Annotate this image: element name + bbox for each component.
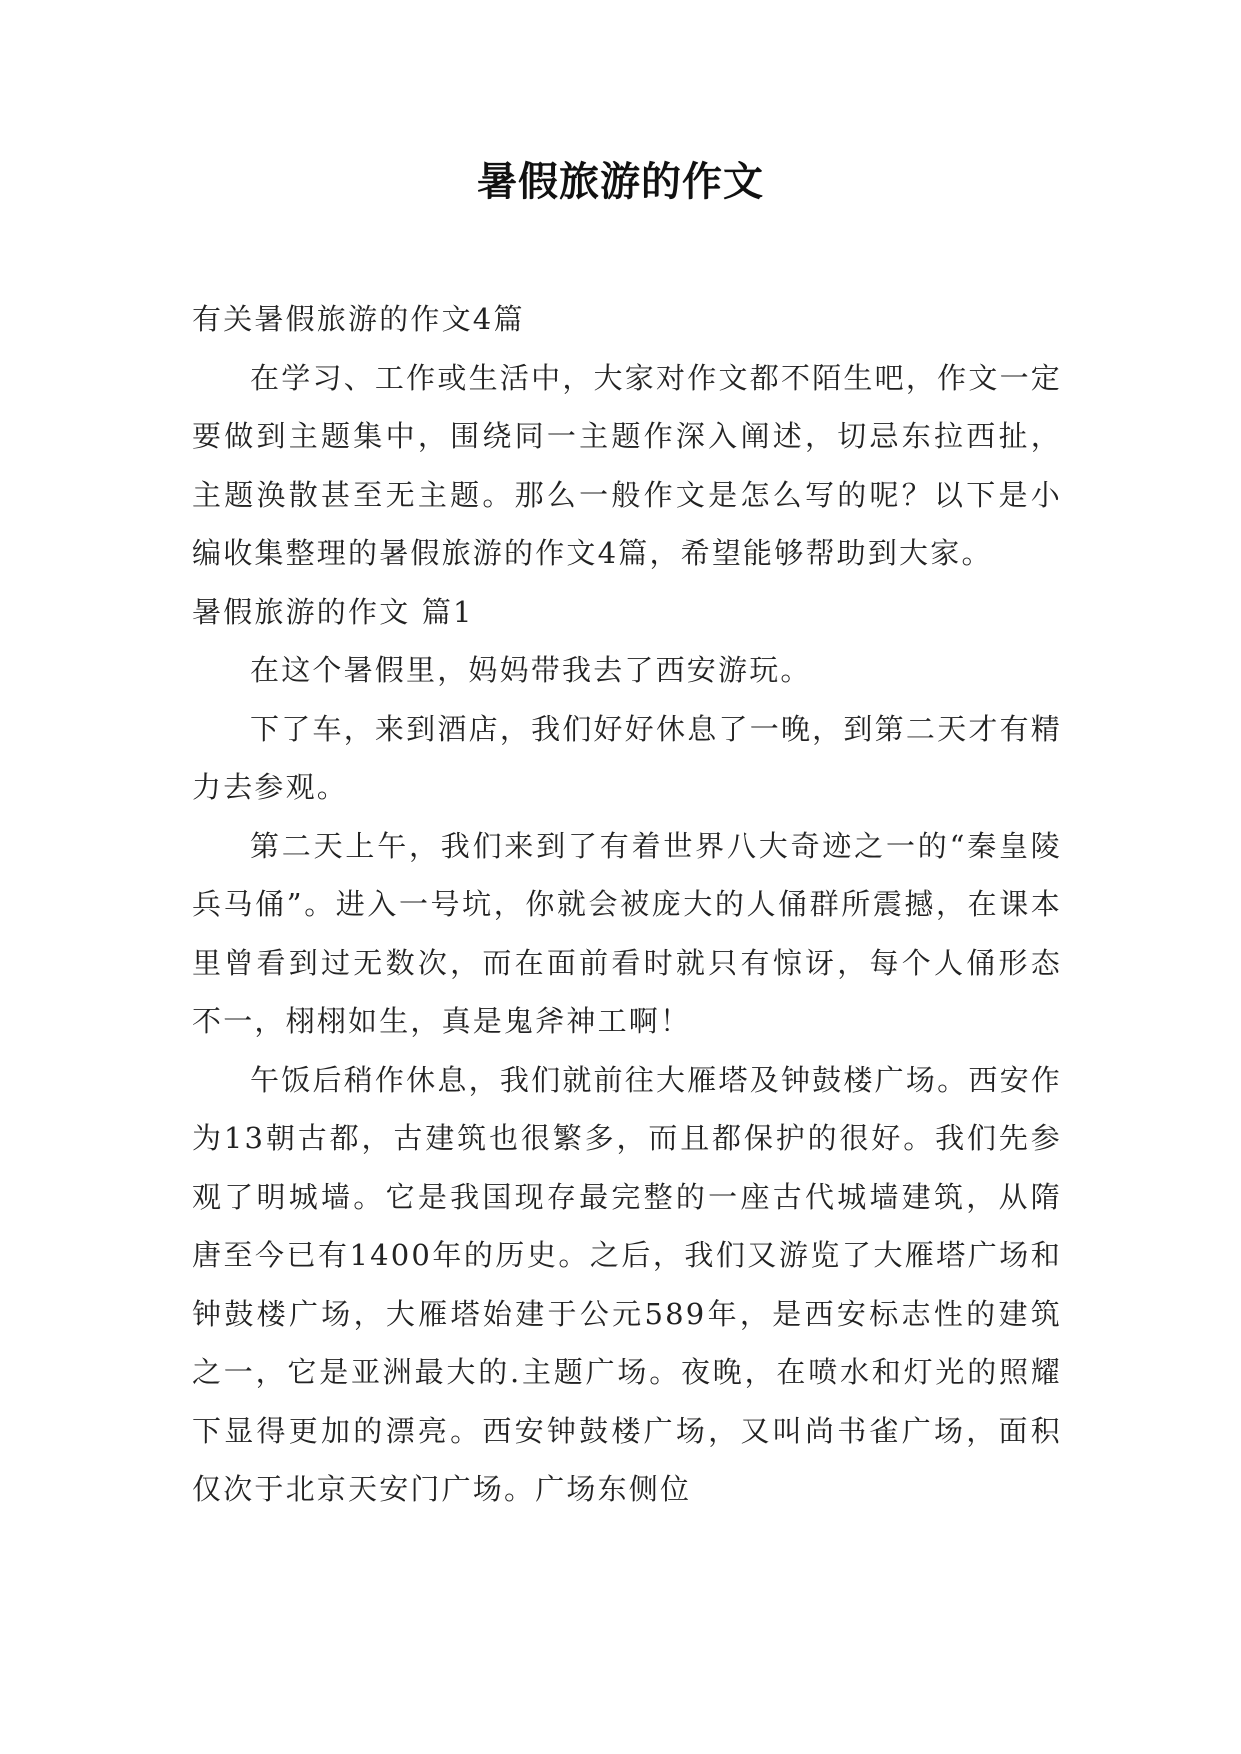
body-paragraph: 第二天上午，我们来到了有着世界八大奇迹之一的“秦皇陵兵马俑”。进入一号坑，你就会被庞大的人俑群所震撼，在课本里曾看到过无数次，而在面前看时就只有惊讶，每个人俑形态不一，栩栩如生，真是鬼斧神工啊！ xyxy=(192,828,1062,1038)
body-paragraph: 下了车，来到酒店，我们好好休息了一晚，到第二天才有精力去参观。 xyxy=(192,711,1062,804)
section-heading: 暑假旅游的作文 篇1 xyxy=(192,594,474,629)
body-paragraph: 在这个暑假里，妈妈带我去了西安游玩。 xyxy=(250,653,812,687)
intro-paragraph: 在学习、工作或生活中，大家对作文都不陌生吧，作文一定要做到主题集中，围绕同一主题作深入阐述，切忌东拉西扯，主题涣散甚至无主题。那么一般作文是怎么写的呢？以下是小编收集整理的暑假旅游的作文4篇，希望能够帮助到大家。 xyxy=(192,360,1062,570)
subtitle-heading: 有关暑假旅游的作文4篇 xyxy=(192,302,525,336)
body-paragraph: 午饭后稍作休息，我们就前往大雁塔及钟鼓楼广场。西安作为13朝古都，古建筑也很繁多，而且都保护的很好。我们先参观了明城墙。它是我国现存最完整的一座古代城墙建筑，从隋唐至今已有1400年的历史。之后，我们又游览了大雁塔广场和钟鼓楼广场，大雁塔始建于公元589年，是西安标志性的建筑之一，它是亚洲最大的.主题广场。夜晚，在喷水和灯光的照耀下显得更加的漂亮。西安钟鼓楼广场，又叫尚书雀广场，面积仅次于北京天安门广场。广场东侧位 xyxy=(192,1062,1062,1506)
document-body xyxy=(192,290,1062,1519)
document-title: 暑假旅游的作文 xyxy=(477,158,764,205)
